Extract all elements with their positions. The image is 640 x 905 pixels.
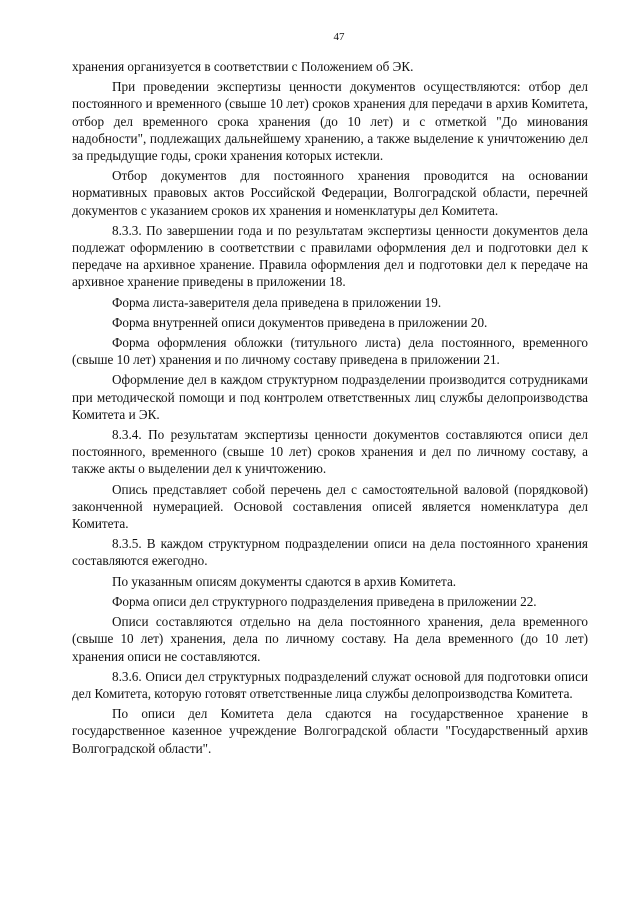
paragraph-permanent-selection: Отбор документов для постоянного хранения проводится на основании нормативных правовых актов Российской Федерации, Волгоградской области, перечней документов с указанием сроков их хранения и номенклатуры дел Комитета.: [72, 168, 588, 218]
paragraph-state-archive: По описи дел Комитета дела сдаются на государственное хранение в государственное казенное учреждение Волгоградской области "Государственный архив Волгоградской области".: [72, 706, 588, 756]
paragraph-expertise-selection: При проведении экспертизы ценности документов осуществляются: отбор дел постоянного и временного (свыше 10 лет) сроков хранения для передачи в архив Комитета, отбор дел временного срока хранения (до 10 лет) и с отметкой "До минования надобности", подлежащих дальнейшему хранению, а также выделение к уничтожению дел за предыдущие годы, сроки хранения которых истекли.: [72, 79, 588, 164]
paragraph-appendix-20: Форма внутренней описи документов приведена в приложении 20.: [112, 314, 488, 330]
paragraph-8-3-6: 8.3.6. Описи дел структурных подразделений служат основой для подготовки описи дел Комитета, которую готовят ответственные лица службы делопроизводства Комитета.: [72, 668, 588, 701]
paragraph-appendix-19: Форма листа-заверителя дела приведена в приложении 19.: [112, 294, 442, 310]
paragraph-8-3-4: 8.3.4. По результатам экспертизы ценности документов составляются описи дел постоянного, временного (свыше 10 лет) сроков хранения и дел по личному составу, а также акты о выделении дел к уничтожению.: [72, 427, 588, 477]
paragraph-appendix-21: Форма оформления обложки (титульного листа) дела постоянного, временного (свыше 10 лет) хранения и по личному составу приведена в приложении 21.: [72, 335, 588, 368]
paragraph-continuation: хранения организуется в соответствии с Положением об ЭК.: [72, 59, 414, 74]
paragraph-case-formatting: Оформление дел в каждом структурном подразделении производится сотрудниками при методической помощи и под контролем ответственных лиц службы делопроизводства Комитета и ЭК.: [72, 372, 588, 422]
document-page: [72, 30, 588, 760]
paragraph-separate-inventories: Описи составляются отдельно на дела постоянного хранения, дела временного (свыше 10 лет) хранения, дела по личному составу. На дела временного (до 10 лет) хранения описи не составляются.: [72, 614, 588, 664]
page-number: 47: [333, 31, 345, 43]
paragraph-appendix-22: Форма описи дел структурного подразделения приведена в приложении 22.: [112, 593, 537, 609]
paragraph-archive-handover: По указанным описям документы сдаются в архив Комитета.: [112, 573, 457, 589]
paragraph-8-3-3: 8.3.3. По завершении года и по результатам экспертизы ценности документов дела подлежат оформлению в соответствии с правилами оформления дел и подготовки дел к передаче на архивное хранение. Правила оформления дел и подготовки дел к передаче на архивное хранение приведены в приложении 18.: [72, 222, 588, 290]
paragraph-inventory-definition: Опись представляет собой перечень дел с самостоятельной валовой (порядковой) законченной нумерацией. Основой составления описей является номенклатура дел Комитета.: [72, 481, 588, 532]
paragraph-8-3-5: 8.3.5. В каждом структурном подразделении описи на дела постоянного хранения составляются ежегодно.: [72, 536, 588, 569]
